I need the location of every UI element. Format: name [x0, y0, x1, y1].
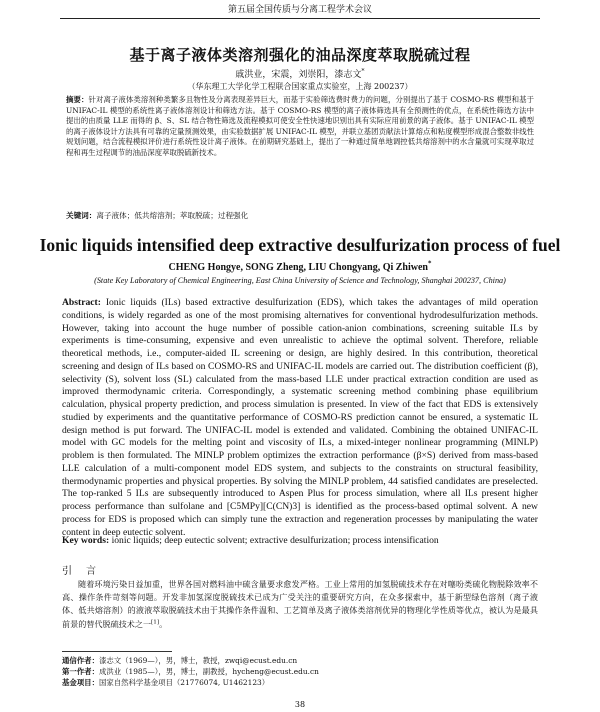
footnote-corresponding-author [62, 655, 538, 666]
english-keywords [62, 535, 538, 546]
english-keywords-text: ionic liquids; deep eutectic solvent; extractive desulfurization; process intensification [111, 535, 439, 546]
chinese-title: 基于离子液体类溶剂强化的油品深度萃取脱硫过程 [129, 46, 471, 64]
footnote-divider [62, 651, 172, 652]
page-number: 38 [294, 700, 306, 709]
english-abstract [62, 297, 538, 539]
footnotes [62, 655, 538, 689]
chinese-abstract-text: 针对离子液体类溶剂种类繁多且物性及分离表现差异巨大，而基于实验筛选费时费力的问题，分别提出了基于 COSMO-RS 模型和基于 UNIFAC-IL 模型的系统性离子液体溶剂设计和筛选方法。基于 COSMO-RS 模型的离子液体筛选具有全预测性的优点，在系统性筛选方法中提出的由质量 LLE 而得的 β、S、SL 结合物性筛选及流程模拟可使安全性快速地识别出具有实际应用前景的离子液体。基于 UNIFAC-IL 模型的离子液体设计方法具有可靠的定量预测效果，由实验数据扩展 UNIFAC-IL 模型，并联立基团贡献法计算熔点和粘度模型形成混合整数非线性规划问题，结合流程模拟评价进行系统性设计离子液体。在前期研究基础上，提出了一种通过简单地调控低共熔溶剂中的水含量就可实现萃取过程和再生过程调节的油品深度萃取脱硫新技术。 [66, 95, 534, 157]
english-title: Ionic liquids intensified deep extractive desulfurization process of fuel [39, 235, 561, 255]
running-header: 第五届全国传质与分离工程学术会议 [60, 4, 540, 19]
footnote-first-author [62, 666, 538, 677]
english-author-names: CHENG Hongye, SONG Zheng, LIU Chongyang, Qi Zhiwen [168, 262, 428, 273]
citation-ref: [1] [151, 618, 160, 625]
footnote-funding [62, 677, 538, 688]
chinese-abstract [66, 95, 534, 159]
footnote-text: 漆志文（1969—），男，博士，教授，zwqi@ecust.edu.cn [98, 656, 298, 665]
chinese-affiliation: （华东理工大学化学工程联合国家重点实验室，上海 200237） [187, 82, 413, 91]
introduction-end: 。 [159, 618, 168, 629]
english-keywords-label: Key words: [62, 535, 110, 546]
english-affiliation: (State Key Laboratory of Chemical Engineering, East China University of Science and Technology, Shanghai 200237, China) [94, 276, 506, 285]
english-abstract-label: Abstract: [62, 297, 101, 308]
footnote-label: 基金项目： [62, 678, 99, 688]
chinese-abstract-label: 摘要： [66, 95, 89, 104]
introduction-heading: 引言 [62, 566, 110, 577]
chinese-keywords [66, 210, 534, 221]
introduction-text [62, 578, 538, 631]
chinese-author-names: 戚洪业，宋震，刘崇阳，漆志文 [235, 70, 362, 80]
chinese-corresponding-mark: * [361, 68, 365, 75]
english-corresponding-mark: * [428, 259, 432, 268]
introduction-body: 随着环境污染日益加重，世界各国对燃料油中硫含量要求愈发严格。工业上常用的加氢脱硫技术存在对噻吩类硫化物脱除效率不高、操作条件苛刻等问题。开发非加氢深度脱硫技术已成为广受关注的重要研究方向，在众多探索中，基于新型绿色溶剂（离子液体、低共熔溶剂）的液液萃取脱硫技术由于其操作条件温和、工艺简单及离子液体类溶剂优异的物理化学性质等优点，被认为是最具前景的替代脱硫技术之一 [62, 579, 538, 629]
english-abstract-text: Ionic liquids (ILs) based extractive desulfurization (EDS), which takes the advantages of mild operation conditions, is widely regarded as one of the most promising alternatives for conventional hydrodesulfurization methods. However, taking into account the huge number of possible cation-anion combinations, screening suitable ILs by experiments is time-consuming, expensive and even unrealistic to achieve the optimal solvent. Therefore, reliable theoretical methods, i.e., computer-aided IL screening or design, are highly desired. In this contribution, theoretical screening and design of ILs based on COSMO-RS and UNIFAC-IL models are carried out. The distribution coefficient (β), selectivity (S), solvent loss (SL) calculated from the mass-based LLE under practical extraction condition are used as improved thermodynamic criteria. Correspondingly, a systematic screening method combining phase equilibrium calculation, physical property prediction, and process simulation is presented. In view of the fact that EDS is extensively studied by experiments and the quantitative performance of COSMO-RS prediction cannot be ensured, a systematic IL design method is put forward. The UNIFAC-IL model is extended and validated. Combining the obtained UNIFAC-IL model with GC models for the melting point and viscosity of ILs, a mixed-integer nonlinear programming (MINLP) problem is then formulated. The MINLP problem optimizes the extraction performance (β×S) derived from mass-based LLE calculation of a multi-component model EDS system, and subjects to the constraints on structural feasibility, thermodynamic properties and physical properties. By solving the MINLP problem, 44 satisfied candidates are preselected. The top-ranked 5 ILs are subsequently introduced to Aspen Plus for process simulation, where all ILs present higher process performance than sulfolane and [C5MPy][C(CN)3] is identified as the process-based optimal solvent. A new process for EDS is proposed which can simply tune the extraction and regeneration processes by manipulating the water content in deep eutectic solvent. [62, 297, 538, 538]
footnote-text: 成洪业（1985—），男，博士，副教授，hycheng@ecust.edu.cn [98, 667, 319, 677]
footnote-text: 国家自然科学基金项目（21776074, U1462123） [98, 678, 270, 688]
chinese-keywords-text: 离子液体；低共熔溶剂；萃取脱硫；过程强化 [96, 211, 249, 220]
footnote-label: 通信作者： [62, 656, 99, 665]
english-authors [40, 259, 560, 273]
chinese-authors [40, 67, 560, 80]
chinese-keywords-label: 关键词： [66, 211, 97, 220]
footnote-label: 第一作者： [62, 667, 99, 677]
